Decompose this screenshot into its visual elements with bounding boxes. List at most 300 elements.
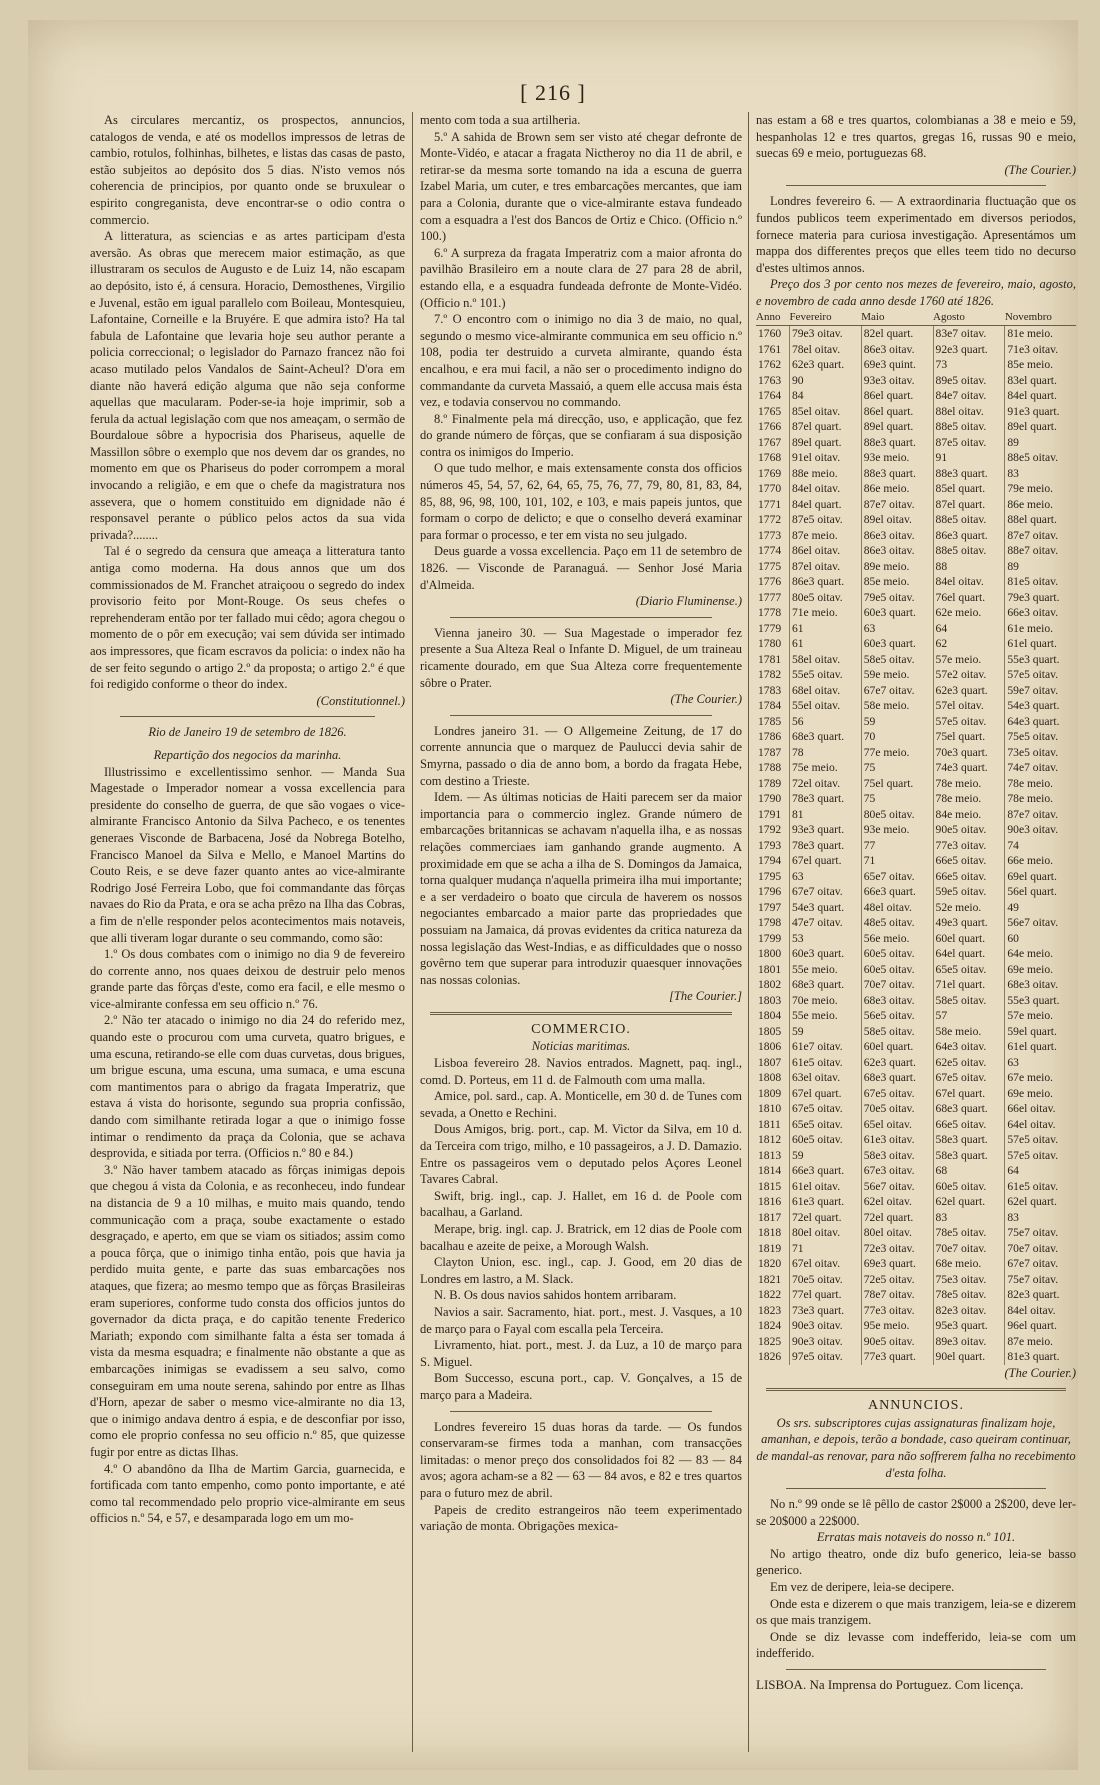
table-cell: 61e meio.	[1005, 621, 1076, 637]
table-cell: 89el quart.	[861, 419, 933, 435]
table-cell: 62el quart.	[1005, 1194, 1076, 1210]
table-cell: 65e5 oitav.	[933, 962, 1005, 978]
dateline: Rio de Janeiro 19 de setembro de 1826.	[148, 725, 347, 740]
paragraph: A litteratura, as sciencias e as artes participam d'esta aversão. As obras que merecem maior estimação, as que illustraram os seculos de Augusto e de Luiz 14, não escapam ao depósito, isto é, á censura. Horacio, Demosthenes, Virgilio e Juvenal, estão em igual parallelo com Boileau, Montesquieu, Lafontaine, Corneille e la Bruyére. E que admira isto? Ha tal fabula de Lafontaine que levaria hoje seu author perante a policia correccional; o legislador do Parnazo francez não foi acaso mutilado pelos Vandalos de Saint-Acheul? D'ora em diante não haverá edição alguma que não seja conforme aquellas que macularam. Poder-se-ia hoje imprimir, sob a ferula da actual legislação com que nos ameaçam, o sermão de Bourdaloue sôbre a hypocrisia dos Phariseus, aquelle de Massillon sôbre o exemplo que nos devem dar os grandes, no momento em que os Phariseus do poder corrompem a moral invocando a religião, e em que o chefe da magistratura nos assevera, que o homem constituido em dignidade não é responsavel perante o público pelos actos da sua vida privada?........	[90, 229, 405, 542]
table-cell: 58e5 oitav.	[861, 1024, 933, 1040]
table-cell: 1817	[758, 1210, 782, 1224]
paragraph: 3.º Não haver tambem atacado as fôrças inimigas depois que chegou á vista da Colonia, e as reconheceu, indo fundear na distancia de 9 a 10 milhas, e muito mais quando, tendo communicação com a praça, soube exactamente o estado desgraçado, e aperto, em que se viam os sitiados; assim como a pouca fôrça, que o inimigo tinha então, pois que havia ja perdido muita gente, e parte das suas embarcações nos ataques, que fizera; ao mesmo tempo que as fôrças Brasileiras eram superiores, conforme tudo consta dos officios juntos do governador da dicta praça, e do capitão tenente Frederico Mariath; expondo com similhante falta a ésta ser tomada á vista da mesma esquadra; e finalmente não obstante a que as embarcações inimigas se evadissem a seu salvo, como conseguiram em uma noute serena, sahindo por entre as Ilhas d'Horn, apezar de saber o mesmo vice-almirante no dia 13, que o inimigo andava dentro á espia, e de desconfiar por isso, como ele proprio confessa no seu officio n.º 85, que quizesse fugir por entre as dictas Ilhas.	[90, 1162, 405, 1459]
table-cell: 69el quart.	[1005, 869, 1076, 885]
table-cell: 56el quart.	[1005, 884, 1076, 900]
table-cell: 57e2 oitav.	[933, 667, 1005, 683]
table-cell: 88e3 quart.	[933, 466, 1005, 482]
table-cell: 1802	[758, 978, 782, 992]
paragraph: mento com toda a sua artilheria.	[420, 113, 581, 127]
table-cell: 67e7 oitav.	[861, 683, 933, 699]
table-cell: 1763	[758, 373, 782, 387]
table-row	[756, 791, 1076, 807]
table-cell: 78e meio.	[1005, 776, 1076, 792]
table-row	[756, 1024, 1076, 1040]
table-cell: 56e meio.	[861, 931, 933, 947]
table-cell: 93e meio.	[861, 822, 933, 838]
table-cell: 67e5 oitav.	[933, 1070, 1005, 1086]
paragraph: Vienna janeiro 30. — Sua Magestade o imperador fez presente a Sua Alteza Real o Infante D. Miguel, de um traineau ricamente dourado, em que Sua Alteza corre frequentemente sôbre o Prater.	[420, 625, 742, 690]
table-cell: 69e meio.	[1005, 1086, 1076, 1102]
announcement: No n.º 99 onde se lê pêllo de castor 2$000 a 2$200, deve ler-se 20$000 a 22$000.	[756, 1497, 1076, 1528]
price-table	[756, 310, 1076, 1365]
table-row	[756, 512, 1076, 528]
table-row	[756, 574, 1076, 590]
table-cell: 90e5 oitav.	[861, 1334, 933, 1350]
table-cell: 54e3 quart.	[1005, 698, 1076, 714]
table-cell: 1783	[758, 683, 782, 697]
table-cell: 1819	[758, 1241, 782, 1255]
table-row	[756, 667, 1076, 683]
table-cell: 80e5 oitav.	[789, 590, 861, 606]
table-cell: 68e3 oitav.	[1005, 977, 1076, 993]
table-cell: 89el quart.	[1005, 419, 1076, 435]
table-cell: 1805	[758, 1024, 782, 1038]
table-row	[756, 729, 1076, 745]
table-cell: 91el oitav.	[789, 450, 861, 466]
table-cell: 86e meio.	[861, 481, 933, 497]
table-cell: 49	[1005, 900, 1076, 916]
table-cell: 60e5 oitav.	[789, 1132, 861, 1148]
table-row	[756, 822, 1076, 838]
table-row	[756, 1086, 1076, 1102]
table-cell: 59e5 oitav.	[933, 884, 1005, 900]
table-cell: 70e meio.	[789, 993, 861, 1009]
table-cell: 71e meio.	[789, 605, 861, 621]
table-cell: 82e3 oitav.	[933, 1303, 1005, 1319]
table-cell: 57el oitav.	[933, 698, 1005, 714]
table-cell: 1775	[758, 559, 782, 573]
table-row	[756, 466, 1076, 482]
table-cell: 90el quart.	[933, 1349, 1005, 1365]
table-cell: 74e3 quart.	[933, 760, 1005, 776]
paragraph: O que tudo melhor, e mais extensamente consta dos officios números 45, 54, 57, 62, 64, 65, 75, 76, 77, 79, 80, 81, 83, 84, 85, 88, 96, 98, 100, 101, 102, e 103, e mais papeis juntos, que formam o corpo de delicto; e que o conselho deverá examinar para formar o processo, e ter em vista no seu julgado.	[420, 461, 742, 542]
table-cell: 86el quart.	[861, 388, 933, 404]
table-cell: 92e3 quart.	[933, 342, 1005, 358]
table-cell: 55e meio.	[789, 962, 861, 978]
table-cell: 57e5 oitav.	[1005, 667, 1076, 683]
table-row	[756, 404, 1076, 420]
table-cell: 57e5 oitav.	[1005, 1132, 1076, 1148]
table-cell: 64el oitav.	[1005, 1117, 1076, 1133]
table-cell: 1806	[758, 1040, 782, 1054]
table-cell: 60e3 quart.	[861, 605, 933, 621]
table-cell: 81	[789, 807, 861, 823]
table-cell: 58e meio.	[933, 1024, 1005, 1040]
table-cell: 78e7 oitav.	[861, 1287, 933, 1303]
table-row	[756, 977, 1076, 993]
table-cell: 81e meio.	[1005, 326, 1076, 342]
table-row	[756, 1225, 1076, 1241]
table-cell: 1786	[758, 730, 782, 744]
table-cell: 1814	[758, 1164, 782, 1178]
table-cell: 96el quart.	[1005, 1318, 1076, 1334]
table-cell: 60e5 oitav.	[861, 962, 933, 978]
table-cell: 1760	[758, 327, 782, 341]
table-cell: 67e5 oitav.	[861, 1086, 933, 1102]
table-cell: 1824	[758, 1319, 782, 1333]
table-cell: 57e5 oitav.	[1005, 1148, 1076, 1164]
table-cell: 77e3 oitav.	[933, 838, 1005, 854]
notice: Amice, pol. sard., cap. A. Monticelle, em 30 d. de Tunes com sevada, a Onetto e Rechini.	[420, 1089, 742, 1120]
table-row	[756, 683, 1076, 699]
table-row	[756, 1210, 1076, 1226]
table-cell: 85el quart.	[933, 481, 1005, 497]
table-cell: 81e5 oitav.	[1005, 574, 1076, 590]
table-row	[756, 698, 1076, 714]
table-row	[756, 1117, 1076, 1133]
table-cell: 87e7 oitav.	[861, 497, 933, 513]
table-row	[756, 559, 1076, 575]
table-cell: 84el oitav.	[933, 574, 1005, 590]
table-cell: 71el quart.	[933, 977, 1005, 993]
table-row	[756, 1194, 1076, 1210]
table-cell: 55e5 oitav.	[789, 667, 861, 683]
table-cell: 66e meio.	[1005, 853, 1076, 869]
table-cell: 62e meio.	[933, 605, 1005, 621]
table-cell: 1772	[758, 513, 782, 527]
table-cell: 82e3 quart.	[1005, 1287, 1076, 1303]
table-cell: 1796	[758, 885, 782, 899]
table-cell: 61el quart.	[1005, 1039, 1076, 1055]
table-cell: 70e7 oitav.	[933, 1241, 1005, 1257]
notice: Merape, brig. ingl. cap. J. Bratrick, em 12 dias de Poole com bacalhau e azeite de peixe, a Morough Walsh.	[420, 1222, 742, 1253]
table-cell: 61e5 oitav.	[789, 1055, 861, 1071]
table-cell: 74	[1005, 838, 1076, 854]
table-row	[756, 1256, 1076, 1272]
separator	[450, 715, 712, 716]
table-row	[756, 1334, 1076, 1350]
table-row	[756, 543, 1076, 559]
table-cell: 70e3 quart.	[933, 745, 1005, 761]
section-title: COMMERCIO.	[531, 1021, 631, 1037]
source-credit: [The Courier.]	[669, 989, 742, 1004]
table-cell: 1816	[758, 1195, 782, 1209]
table-cell: 60e3 quart.	[789, 946, 861, 962]
table-cell: 59	[861, 714, 933, 730]
table-row	[756, 869, 1076, 885]
separator	[450, 617, 712, 618]
table-cell: 63	[861, 621, 933, 637]
table-row	[756, 636, 1076, 652]
paragraph: 1.º Os dous combates com o inimigo no dia 9 de fevereiro do corrente anno, nos quaes deixou de destruir pelo menos grande parte das fôrças d'este, como era facil, e elle mesmo o vice-almirante confessa em seu officio n.º 76.	[90, 947, 405, 1011]
separator	[120, 716, 375, 717]
table-cell: 83el quart.	[1005, 373, 1076, 389]
source-credit: (The Courier.)	[670, 692, 742, 707]
section-title: ANNUNCIOS.	[868, 1398, 964, 1414]
table-cell: 77e3 quart.	[861, 1349, 933, 1365]
table-cell: 66e5 oitav.	[933, 1117, 1005, 1133]
table-cell: 57e5 oitav.	[933, 714, 1005, 730]
table-cell: 61el oitav.	[789, 1179, 861, 1195]
column-header: Anno	[756, 310, 789, 326]
column-header: Maio	[861, 310, 933, 326]
table-cell: 85e meio.	[861, 574, 933, 590]
table-cell: 89	[1005, 559, 1076, 575]
table-cell: 89el oitav.	[861, 512, 933, 528]
table-cell: 1779	[758, 621, 782, 635]
paragraph: 5.º A sahida de Brown sem ser visto até chegar defronte de Monte-Vidéo, e atacar a fragata Nictheroy no dia 11 de abril, e retirar-se da mesma sorte tomando na ida a escuna de guerra Izabel Maria, um cuter, e tres embarcações mercantes, que iam para a Colonia, durante que o vice-almirante estava fundeado com a esquadra a l'est dos Bancos de Ortiz e Chico. (Officio n.º 100.)	[420, 129, 742, 244]
table-cell: 1761	[758, 342, 782, 356]
table-cell: 75e7 oitav.	[1005, 1225, 1076, 1241]
table-row	[756, 1101, 1076, 1117]
table-cell: 87el quart.	[789, 419, 861, 435]
table-cell: 79e3 oitav.	[789, 326, 861, 342]
separator	[786, 1669, 1046, 1670]
table-cell: 1809	[758, 1086, 782, 1100]
table-row	[756, 807, 1076, 823]
table-cell: 91e3 quart.	[1005, 404, 1076, 420]
table-cell: 73e3 quart.	[789, 1303, 861, 1319]
table-cell: 66el oitav.	[1005, 1101, 1076, 1117]
table-cell: 53	[789, 931, 861, 947]
table-cell: 67el quart.	[933, 1086, 1005, 1102]
table-cell: 1804	[758, 1009, 782, 1023]
table-cell: 1780	[758, 637, 782, 651]
table-row	[756, 1055, 1076, 1071]
table-cell: 70e5 oitav.	[861, 1101, 933, 1117]
table-cell: 75	[861, 760, 933, 776]
table-cell: 75e5 oitav.	[1005, 729, 1076, 745]
notice: Dous Amigos, brig. port., cap. M. Victor da Silva, em 10 d. da Terceira com trigo, milho, e 10 passageiros, a J. D. Damazio. Entre os passageiros vem o deputado pelos Açores Leonel Tavares Cabral.	[420, 1122, 742, 1187]
table-cell: 65e5 oitav.	[789, 1117, 861, 1133]
notice: Swift, brig. ingl., cap. J. Hallet, em 16 d. de Poole com bacalhau, a Garland.	[420, 1188, 742, 1220]
table-cell: 1825	[758, 1334, 782, 1348]
table-row	[756, 1318, 1076, 1334]
table-row	[756, 1179, 1076, 1195]
table-cell: 48e5 oitav.	[861, 915, 933, 931]
table-cell: 59	[789, 1024, 861, 1040]
table-cell: 75el quart.	[861, 776, 933, 792]
table-title: Preço dos 3 por cento nos mezes de fevereiro, maio, agosto, e novembro de cada anno desde 1760 até 1826.	[756, 277, 1076, 308]
table-row	[756, 993, 1076, 1009]
table-cell: 82el quart.	[861, 326, 933, 342]
errata-title: Erratas mais notaveis do nosso n.º 101.	[816, 1530, 1016, 1545]
table-cell: 89	[1005, 435, 1076, 451]
table-cell: 75	[861, 791, 933, 807]
table-cell: 88e7 oitav.	[1005, 543, 1076, 559]
notice: Livramento, hiat. port., mest. J. da Luz, a 10 de março para S. Miguel.	[420, 1338, 742, 1369]
table-cell: 78e5 oitav.	[933, 1287, 1005, 1303]
column-header: Novembro	[1005, 310, 1076, 326]
paragraph: Tal é o segredo da censura que ameaça a litteratura tanto antiga como moderna. Ha dous annos que um dos commissionados de M. Franchet atraiçoou o segredo do index provisorio feito por Mont-Rouge. Os seus chefes o reprehenderam então por ter fallado mui cêdo; agora chegou o momento de o pôr em execução; vai sem dúvida ser intimado aos impressores, que ficam escravos da policia: o index não ha de ser feito segundo o artigo 2.º da proposta; o artigo 2.º é que foi redigido conforme o theor do index.	[90, 544, 405, 692]
table-cell: 68el oitav.	[789, 683, 861, 699]
table-cell: 67el quart.	[789, 853, 861, 869]
table-cell: 78e3 quart.	[789, 838, 861, 854]
paragraph: Londres fevereiro 15 duas horas da tarde. — Os fundos conservaram-se firmes toda a manhan, com transacções limitadas: o menor preço dos consolidados foi 82 — 83 — 84 avos; agora acham-se a 82 — 63 — 84 avos, e 82 e tres quartos para o futuro mez de abril.	[420, 1419, 742, 1500]
table-cell: 84el quart.	[789, 497, 861, 513]
table-cell: 66e5 oitav.	[933, 853, 1005, 869]
table-row	[756, 745, 1076, 761]
column-header: Agosto	[933, 310, 1005, 326]
section-subtitle: Noticias maritimas.	[531, 1039, 631, 1054]
table-row	[756, 884, 1076, 900]
table-cell: 86e3 oitav.	[861, 528, 933, 544]
table-cell: 67e meio.	[1005, 1070, 1076, 1086]
table-cell: 72e5 oitav.	[861, 1272, 933, 1288]
table-cell: 64e meio.	[1005, 946, 1076, 962]
table-cell: 70e7 oitav.	[1005, 1241, 1076, 1257]
table-cell: 66e5 oitav.	[933, 869, 1005, 885]
table-cell: 77el quart.	[789, 1287, 861, 1303]
source-credit: (Constitutionnel.)	[316, 693, 405, 708]
table-cell: 1789	[758, 776, 782, 790]
table-row	[756, 962, 1076, 978]
table-cell: 68e3 quart.	[861, 1070, 933, 1086]
table-row	[756, 1132, 1076, 1148]
table-cell: 1767	[758, 435, 782, 449]
table-cell: 63	[789, 869, 861, 885]
imprint: LISBOA. Na Imprensa do Portuguez. Com licença.	[756, 1677, 1024, 1693]
table-cell: 76el quart.	[933, 590, 1005, 606]
table-cell: 88e5 oitav.	[933, 512, 1005, 528]
table-row	[756, 1272, 1076, 1288]
table-cell: 1781	[758, 652, 782, 666]
table-cell: 97e5 oitav.	[789, 1349, 861, 1365]
paragraph: 6.º A surpreza da fragata Imperatriz com a maior afronta do pavilhão Brasileiro em a noute clara de 27 para 28 de abril, estando ella, e a esquadra fundeada defronte de Monte-Vidéo. (Officio n.º 101.)	[420, 245, 742, 310]
table-row	[756, 1008, 1076, 1024]
table-cell: 90e3 oitav.	[789, 1334, 861, 1350]
table-cell: 48el oitav.	[861, 900, 933, 916]
table-cell: 1769	[758, 466, 782, 480]
table-cell: 64el quart.	[933, 946, 1005, 962]
table-cell: 84el oitav.	[789, 481, 861, 497]
table-cell: 85el oitav.	[789, 404, 861, 420]
table-cell: 78	[789, 745, 861, 761]
section-subtitle: Repartição dos negocios da marinha.	[153, 747, 342, 762]
table-cell: 59e meio.	[861, 667, 933, 683]
notice: Lisboa fevereiro 28. Navios entrados. Magnett, paq. ingl., comd. D. Porteus, em 11 d. de Falmouth com uma malla.	[420, 1056, 742, 1087]
table-row	[756, 760, 1076, 776]
table-cell: 87e7 oitav.	[1005, 807, 1076, 823]
table-cell: 56e7 oitav.	[1005, 915, 1076, 931]
table-cell: 84e meio.	[933, 807, 1005, 823]
table-cell: 80e5 oitav.	[861, 807, 933, 823]
table-cell: 88e3 quart.	[861, 466, 933, 482]
table-cell: 89e meio.	[861, 559, 933, 575]
errata-item: Em vez de deripere, leia-se decipere.	[770, 1580, 955, 1595]
table-cell: 55e3 quart.	[1005, 652, 1076, 668]
column-header: Fevereiro	[789, 310, 861, 326]
table-cell: 1801	[758, 962, 782, 976]
paragraph: Londres fevereiro 6. — A extraordinaria fluctuação que os fundos publicos teem experimentado em diversos periodos, fornece materia para curiosa investigação. Apresentámos um mappa dos differentes preços que elles teem tido no decurso d'estes ultimos annos.	[756, 194, 1076, 275]
table-row	[756, 388, 1076, 404]
table-cell: 60	[1005, 931, 1076, 947]
table-cell: 86el quart.	[861, 404, 933, 420]
announcement: Os srs. subscriptores cujas assignaturas finalizam hoje, amanhan, e depois, terão a bondade, caso queiram continuar, de mandal-as renovar, para não soffrerem falha no recebimento d'esta folha.	[756, 1415, 1076, 1480]
table-cell: 90e3 oitav.	[789, 1318, 861, 1334]
table-cell: 84	[789, 388, 861, 404]
table-row	[756, 1163, 1076, 1179]
table-header-row	[756, 310, 1076, 326]
errata-item: Onde esta e dizerem o que mais tranzigem, leia-se e dizerem os que mais tranzigem.	[756, 1596, 1076, 1628]
table-cell: 1813	[758, 1148, 782, 1162]
table-row	[756, 326, 1076, 342]
table-cell: 65e7 oitav.	[861, 869, 933, 885]
table-cell: 1766	[758, 420, 782, 434]
table-cell: 1794	[758, 854, 782, 868]
table-cell: 88e5 oitav.	[933, 419, 1005, 435]
table-cell: 1791	[758, 807, 782, 821]
table-cell: 58e3 quart.	[933, 1148, 1005, 1164]
table-cell: 78el oitav.	[789, 342, 861, 358]
table-cell: 58e3 oitav.	[861, 1148, 933, 1164]
table-cell: 78e meio.	[933, 791, 1005, 807]
notice: Bom Successo, escuna port., cap. V. Gonçalves, a 15 de março para a Madeira.	[420, 1371, 742, 1402]
table-cell: 64	[1005, 1163, 1076, 1179]
table-cell: 90	[789, 373, 861, 389]
table-cell: 60el quart.	[933, 931, 1005, 947]
table-cell: 63	[1005, 1055, 1076, 1071]
table-cell: 60e5 oitav.	[861, 946, 933, 962]
table-row	[756, 1349, 1076, 1365]
table-cell: 1777	[758, 590, 782, 604]
table-cell: 88e5 oitav.	[933, 543, 1005, 559]
table-cell: 55e meio.	[789, 1008, 861, 1024]
table-row	[756, 1303, 1076, 1319]
table-cell: 84el oitav.	[1005, 1303, 1076, 1319]
table-row	[756, 1070, 1076, 1086]
table-row	[756, 1241, 1076, 1257]
table-cell: 87e7 oitav.	[1005, 528, 1076, 544]
table-cell: 60e5 oitav.	[933, 1179, 1005, 1195]
table-cell: 67e7 oitav.	[789, 884, 861, 900]
double-separator	[430, 1012, 732, 1015]
table-cell: 87e meio.	[1005, 1334, 1076, 1350]
table-row	[756, 419, 1076, 435]
table-cell: 61e3 quart.	[789, 1194, 861, 1210]
paragraph: 7.º O encontro com o inimigo no dia 3 de maio, no qual, segundo o mesmo vice-almirante communica em seu officio n.º 108, podia ter destruido a curveta almirante, quando ésta encalhou, e era mui facil, a não ser o procedimento indigno do commandante da curveta Massaió, a quem elle accusa mais ésta vez, e todavia conservou no commando.	[420, 312, 742, 410]
table-cell: 61e5 oitav.	[1005, 1179, 1076, 1195]
table-row	[756, 1287, 1076, 1303]
table-cell: 71e3 oitav.	[1005, 342, 1076, 358]
table-row	[756, 528, 1076, 544]
table-cell: 85e meio.	[1005, 357, 1076, 373]
table-cell: 68	[933, 1163, 1005, 1179]
table-cell: 64e3 quart.	[1005, 714, 1076, 730]
table-cell: 1811	[758, 1117, 781, 1131]
table-cell: 72e3 oitav.	[861, 1241, 933, 1257]
table-cell: 59	[789, 1148, 861, 1164]
table-cell: 1820	[758, 1257, 782, 1271]
table-row	[756, 373, 1076, 389]
table-cell: 78e meio.	[1005, 791, 1076, 807]
table-cell: 75e meio.	[789, 760, 861, 776]
table-cell: 74e7 oitav.	[1005, 760, 1076, 776]
table-cell: 56e7 oitav.	[861, 1179, 933, 1195]
table-row	[756, 1039, 1076, 1055]
source-credit: (The Courier.)	[1004, 1365, 1076, 1380]
table-cell: 1774	[758, 544, 782, 558]
table-cell: 88e5 oitav.	[1005, 450, 1076, 466]
table-cell: 49e3 quart.	[933, 915, 1005, 931]
table-cell: 69e meio.	[1005, 962, 1076, 978]
table-cell: 1785	[758, 714, 782, 728]
paragraph: 4.º O abandôno da Ilha de Martim Garcia, guarnecida, e fortificada com tanto empenho, como ponto importante, e até como tal recommendado pelo proprio vice-almirante em seus officios n.º 54, e 57, e desamparada logo em um mo-	[90, 1461, 405, 1526]
notice: Clayton Union, esc. ingl., cap. J. Good, em 20 dias de Londres em lastro, a M. Slack.	[420, 1255, 742, 1286]
errata-item: Onde se diz levasse com indefferido, leia-se com um indefferido.	[756, 1629, 1076, 1661]
table-cell: 91	[933, 450, 1005, 466]
table-cell: 56e5 oitav.	[861, 1008, 933, 1024]
table-cell: 62	[933, 636, 1005, 652]
table-cell: 89e3 oitav.	[933, 1334, 1005, 1350]
table-cell: 70e7 oitav.	[861, 977, 933, 993]
table-cell: 61	[789, 621, 861, 637]
table-cell: 83e7 oitav.	[933, 326, 1005, 342]
